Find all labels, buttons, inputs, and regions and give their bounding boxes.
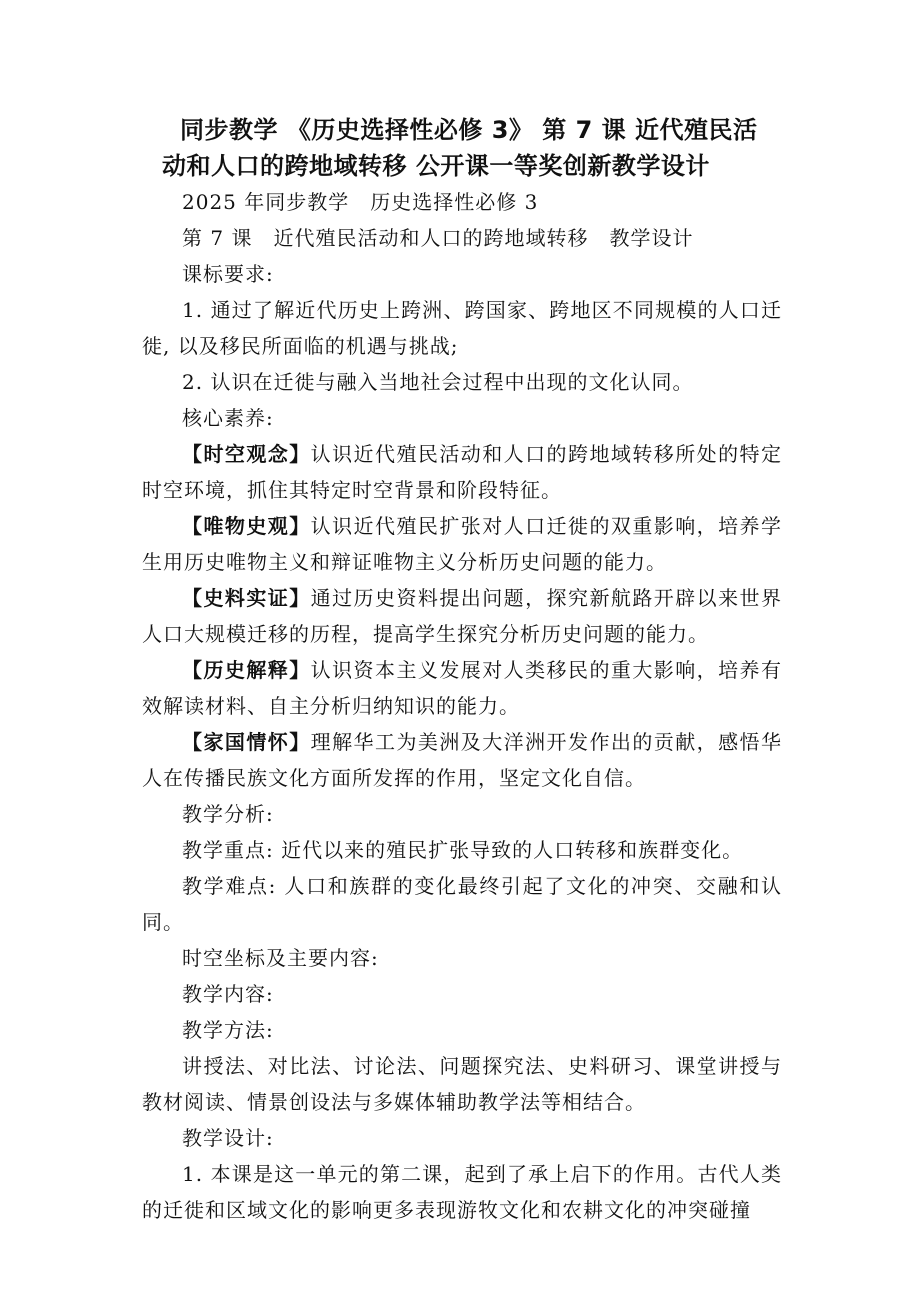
standard-item-1: 1. 通过了解近代历史上跨洲、跨国家、跨地区不同规模的人口迁徙, 以及移民所面临的机遇与挑战; bbox=[142, 298, 782, 358]
literacy-item-4 bbox=[142, 652, 782, 724]
literacy-tag: 【历史解释】 bbox=[182, 658, 311, 682]
title-line-2: 动和人口的跨地域转移 公开课一等奖创新教学设计 bbox=[162, 152, 710, 180]
key-point: 教学重点: 近代以来的殖民扩张导致的人口转移和族群变化。 bbox=[182, 838, 744, 862]
title-line-1: 同步教学 《历史选择性必修 3》 第 7 课 近代殖民活 bbox=[180, 116, 758, 144]
lesson-title: 第 7 课 近代殖民活动和人口的跨地域转移 教学设计 bbox=[182, 226, 694, 250]
literacy-text: 认识近代殖民扩张对人口迁徙的双重影响，培养学生用历史唯物主义和辩证唯物主义分析历史问题的能力。 bbox=[142, 514, 783, 574]
design-heading: 教学设计: bbox=[182, 1126, 274, 1150]
literacy-text: 通过历史资料提出问题，探究新航路开辟以来世界人口大规模迁移的历程，提高学生探究分析历史问题的能力。 bbox=[142, 586, 783, 646]
literacy-item-1 bbox=[142, 436, 782, 508]
literacy-tag: 【家国情怀】 bbox=[182, 730, 311, 754]
subtitle: 2025 年同步教学 历史选择性必修 3 bbox=[182, 190, 539, 214]
literacy-item-5 bbox=[142, 724, 782, 796]
literacy-tag: 【史料实证】 bbox=[182, 586, 311, 610]
literacy-text: 认识资本主义发展对人类移民的重大影响，培养有效解读材料、自主分析归纳知识的能力。 bbox=[142, 658, 783, 718]
document-title bbox=[162, 112, 780, 184]
literacy-text: 理解华工为美洲及大洋洲开发作出的贡献，感悟华人在传播民族文化方面所发挥的作用，坚定文化自信。 bbox=[142, 730, 783, 790]
standards-heading: 课标要求: bbox=[182, 262, 274, 286]
literacy-tag: 【时空观念】 bbox=[182, 442, 311, 466]
literacy-text: 认识近代殖民活动和人口的跨地域转移所处的特定时空环境，抓住其特定时空背景和阶段特征。 bbox=[142, 442, 783, 502]
content-heading: 教学内容: bbox=[182, 982, 274, 1006]
difficulty: 教学难点: 人口和族群的变化最终引起了文化的冲突、交融和认同。 bbox=[142, 874, 782, 934]
method-text: 讲授法、对比法、讨论法、问题探究法、史料研习、课堂讲授与教材阅读、情景创设法与多媒体辅助教学法等相结合。 bbox=[142, 1054, 782, 1114]
analysis-heading: 教学分析: bbox=[182, 802, 274, 826]
literacy-item-2 bbox=[142, 508, 782, 580]
literacy-heading: 核心素养: bbox=[182, 406, 274, 430]
standard-item-2: 2. 认识在迁徙与融入当地社会过程中出现的文化认同。 bbox=[182, 370, 694, 394]
design-item-1: 1. 本课是这一单元的第二课，起到了承上启下的作用。古代人类的迁徙和区域文化的影响更多表现游牧文化和农耕文化的冲突碰撞 bbox=[142, 1162, 782, 1222]
literacy-item-3 bbox=[142, 580, 782, 652]
timeline-heading: 时空坐标及主要内容: bbox=[182, 946, 379, 970]
method-heading: 教学方法: bbox=[182, 1018, 274, 1042]
literacy-tag: 【唯物史观】 bbox=[182, 514, 311, 538]
document-body bbox=[142, 184, 782, 1228]
